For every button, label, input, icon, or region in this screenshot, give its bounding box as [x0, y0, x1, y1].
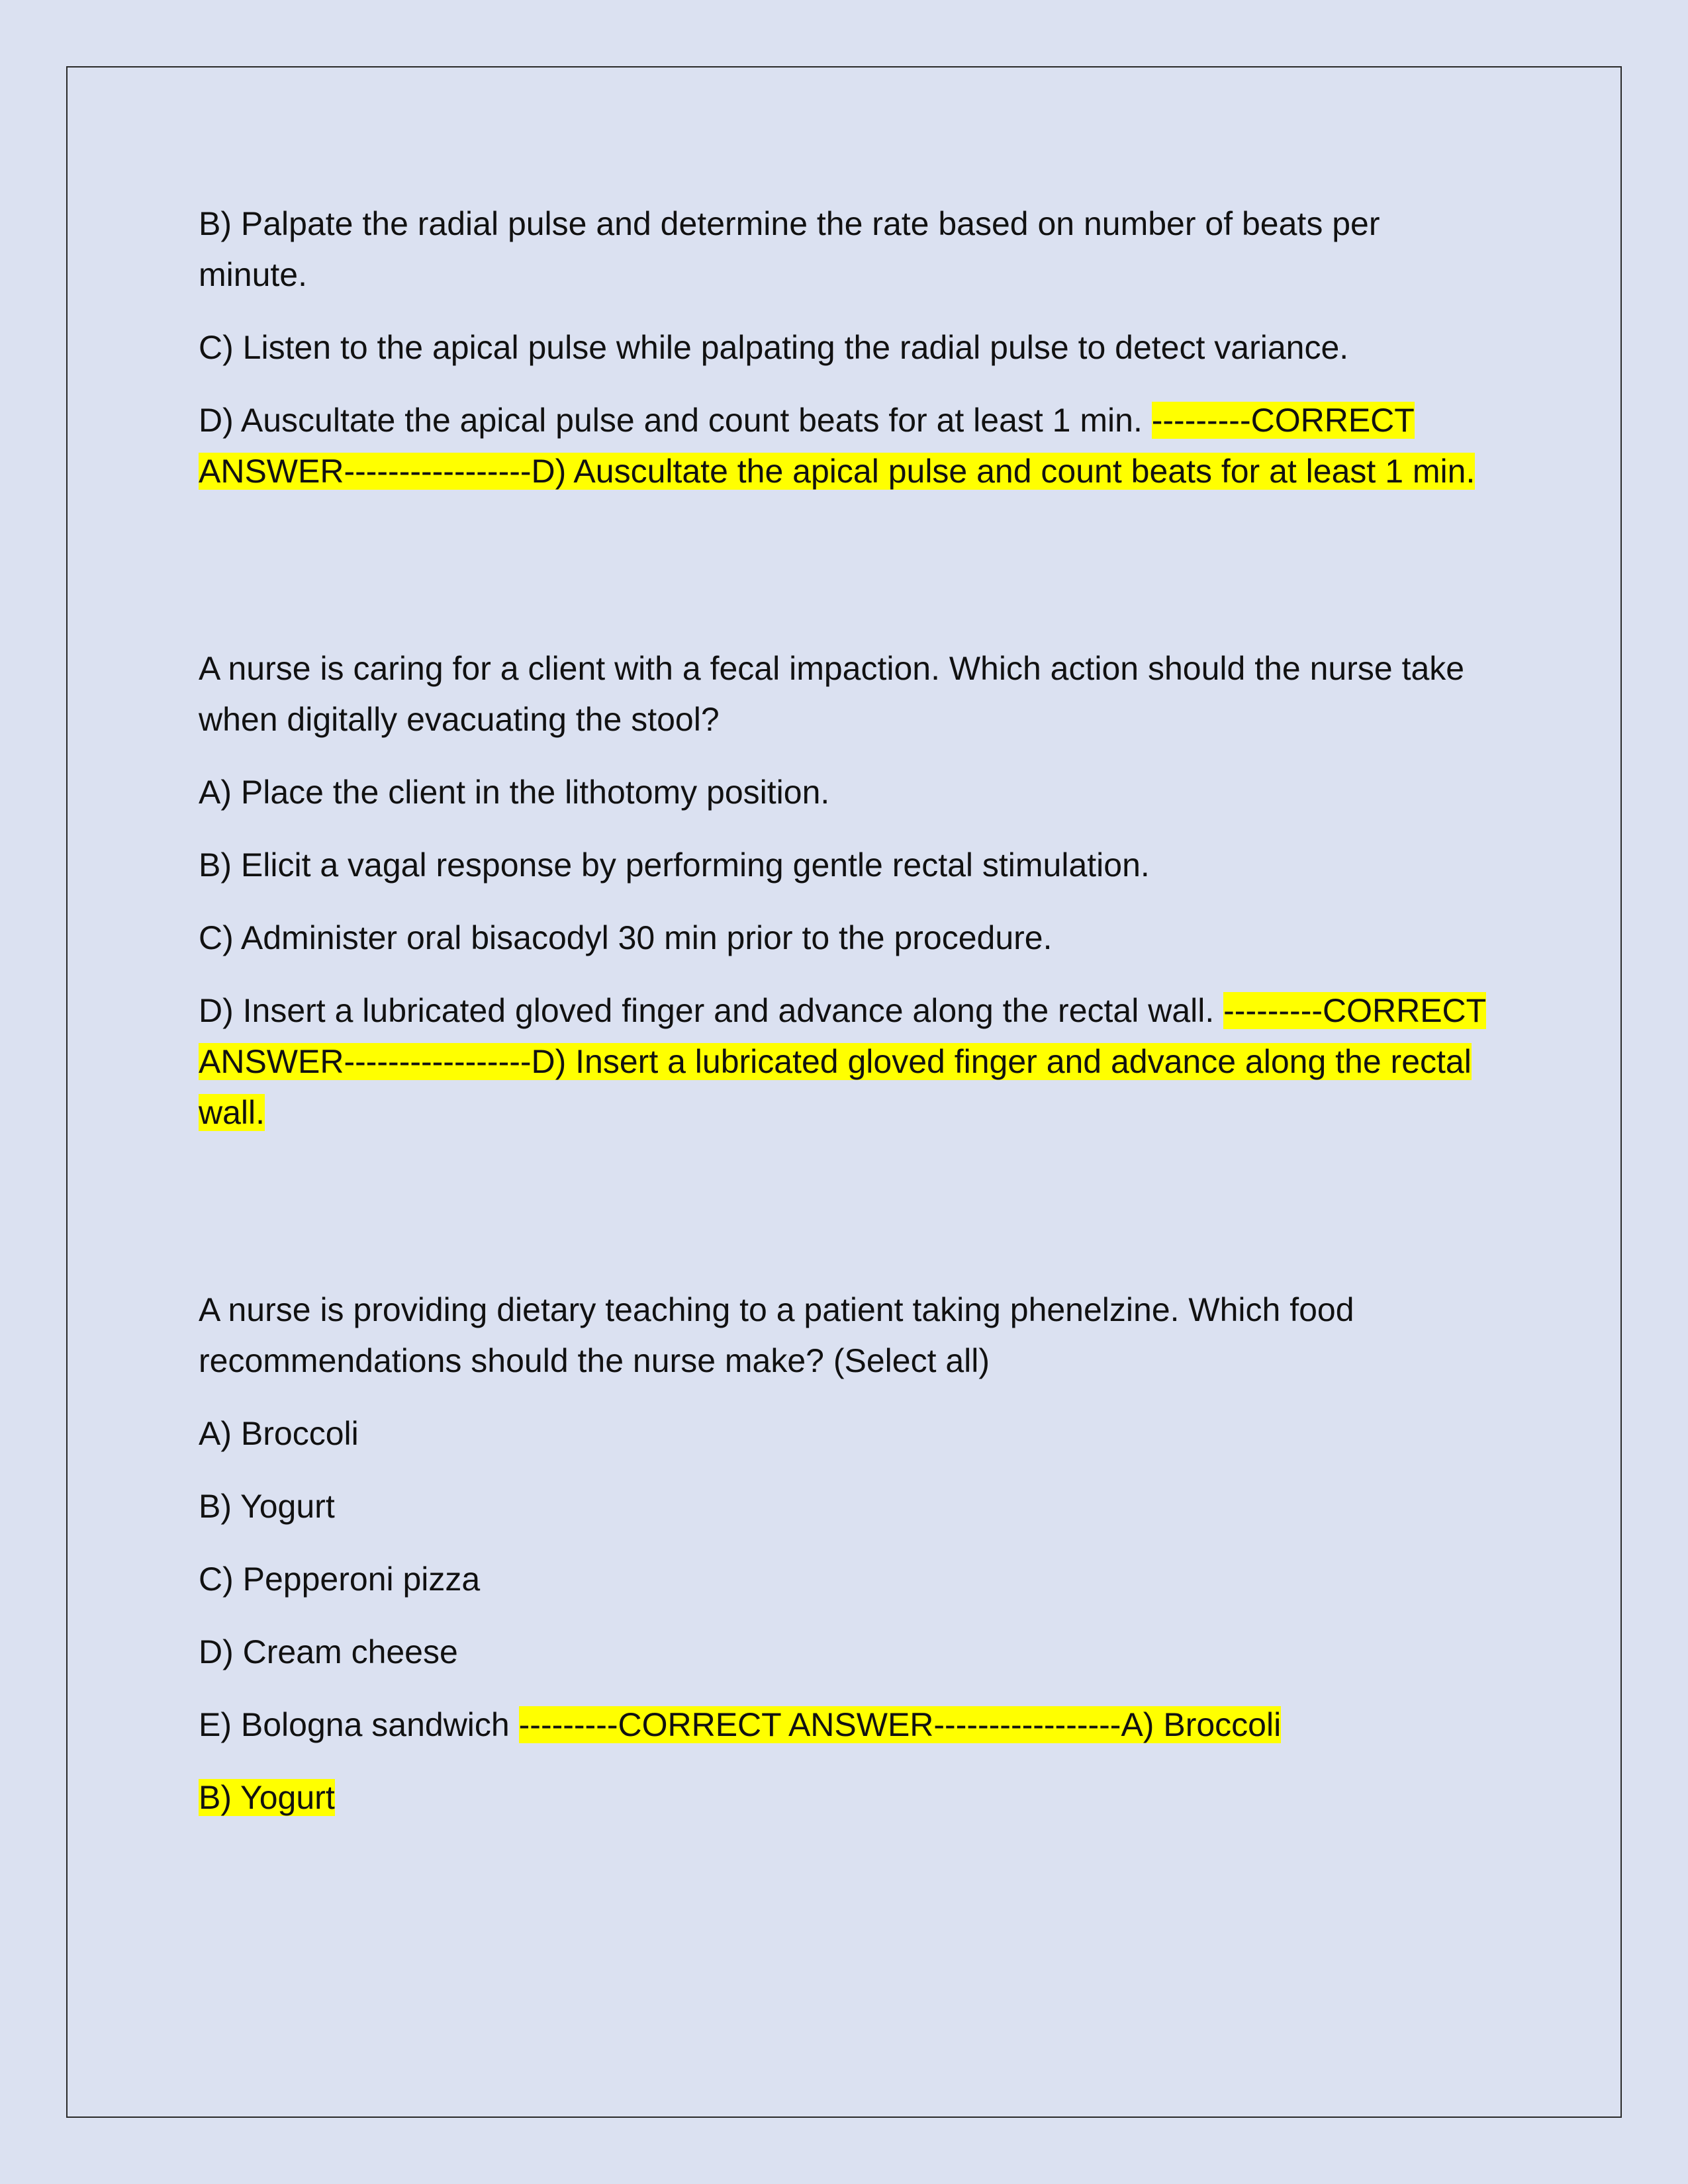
option-b: B) Elicit a vagal response by performing gentle rectal stimulation.: [199, 846, 1150, 884]
option-b: B) Palpate the radial pulse and determine the rate based on number of beats per minute.: [199, 205, 1380, 293]
option-d: [199, 985, 1496, 1138]
question-block-3: [199, 1285, 1496, 1823]
option-c: C) Pepperoni pizza: [199, 1561, 481, 1598]
option-e: [199, 1700, 1496, 1751]
option-text: E) Bologna sandwich: [199, 1706, 510, 1743]
option-text: D) Auscultate the apical pulse and count beats for at least 1 min.: [199, 402, 1143, 439]
option-text: D) Insert a lubricated gloved finger and advance along the rectal wall.: [199, 992, 1215, 1029]
answer-continuation: [199, 1772, 1496, 1823]
option-c: C) Administer oral bisacodyl 30 min prior to the procedure.: [199, 919, 1053, 956]
option-b: B) Yogurt: [199, 1488, 335, 1525]
option-d: D) Cream cheese: [199, 1633, 458, 1670]
correct-answer-highlight: ---------CORRECT ANSWER-----------------A) Broccoli: [518, 1706, 1282, 1743]
correct-answer-highlight: ---------CORRECT ANSWER-----------------D) Auscultate the apical pulse and count beats for at least 1 min.: [199, 402, 1476, 490]
question-block-1: [199, 199, 1496, 497]
question-block-2: [199, 643, 1496, 1138]
option-d: [199, 395, 1496, 497]
document-body: [199, 199, 1496, 1845]
option-c: C) Listen to the apical pulse while palpating the radial pulse to detect variance.: [199, 329, 1349, 366]
correct-answer-highlight-extra: B) Yogurt: [199, 1779, 335, 1816]
option-a: A) Broccoli: [199, 1415, 359, 1452]
question-text: A nurse is caring for a client with a fecal impaction. Which action should the nurse take when digitally evacuating the stool?: [199, 650, 1465, 738]
correct-answer-highlight: ---------CORRECT ANSWER-----------------D) Insert a lubricated gloved finger and advance along the rectal wall.: [199, 992, 1487, 1131]
option-a: A) Place the client in the lithotomy position.: [199, 774, 830, 811]
question-text: A nurse is providing dietary teaching to a patient taking phenelzine. Which food recommendations should the nurse make? (Select all): [199, 1291, 1354, 1379]
